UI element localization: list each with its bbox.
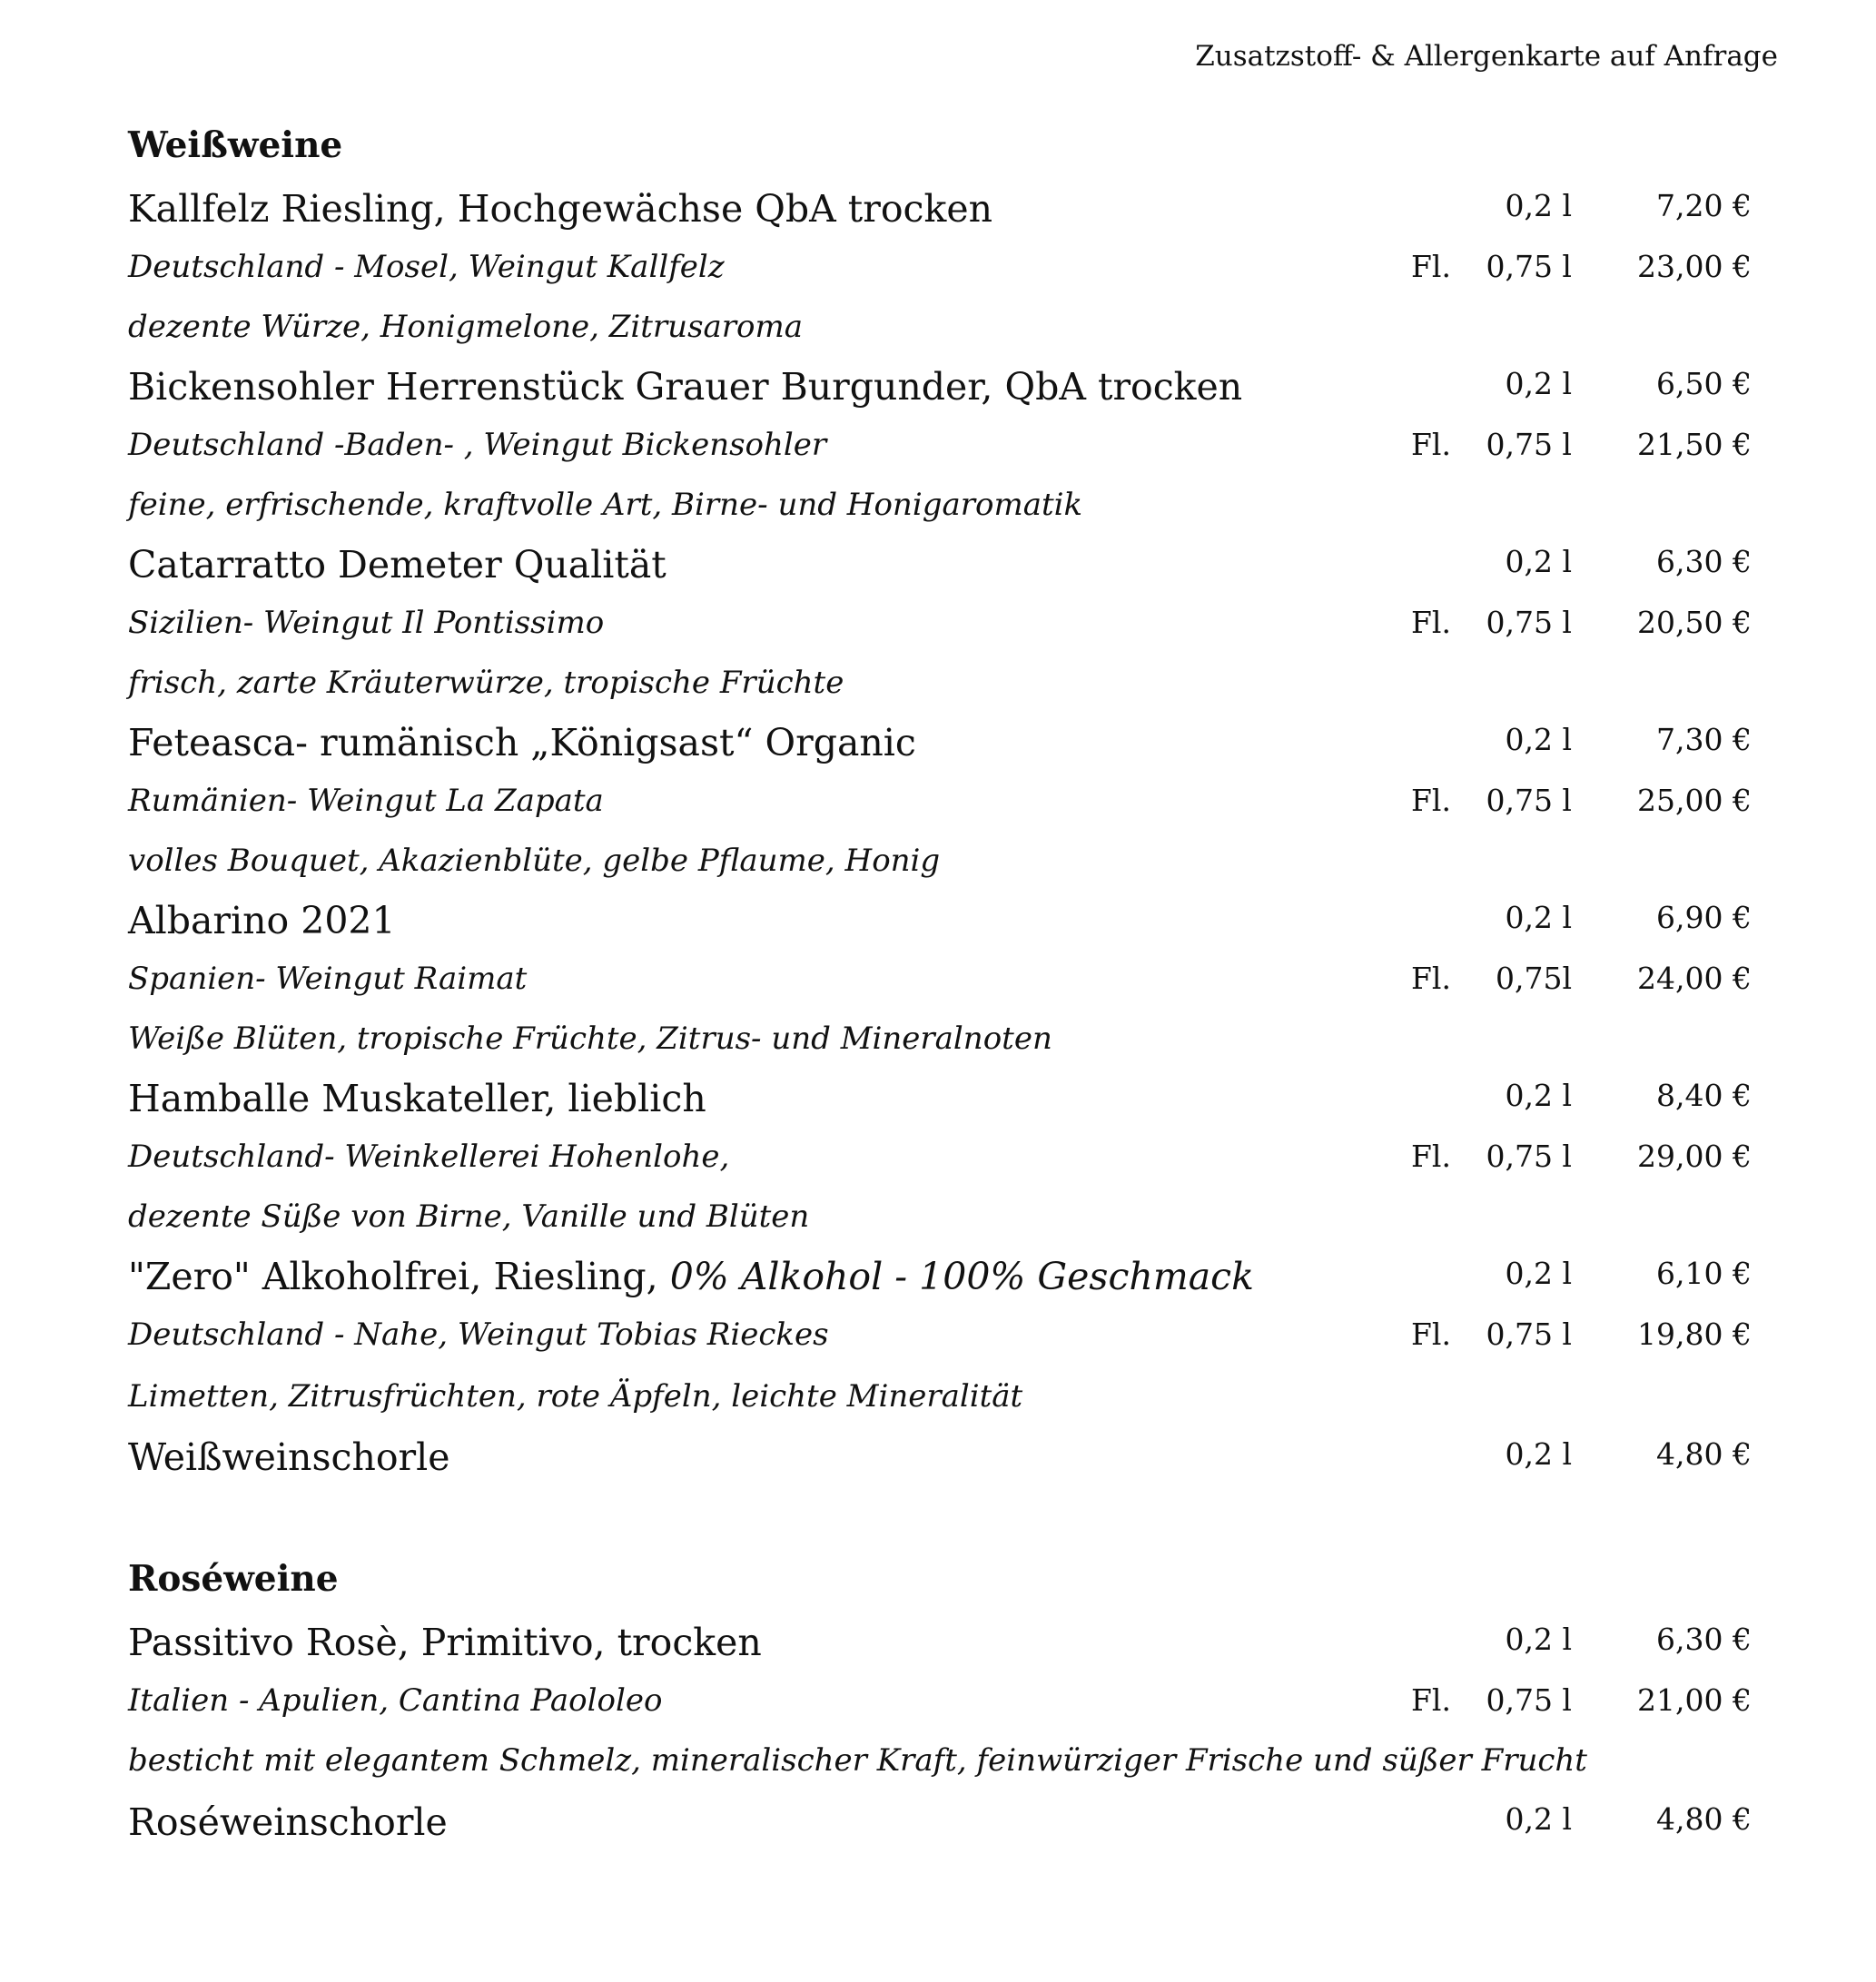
wine-origin-row — [128, 1315, 1762, 1369]
bottle-price: 19,80 € — [1637, 1316, 1752, 1352]
bottle-label: Fl. — [1411, 249, 1451, 284]
wine-notes: besticht mit elegantem Schmelz, mineralischer Kraft, feinwürziger Frische und süßer Frucht — [128, 1742, 1587, 1779]
wine-notes: Limetten, Zitrusfrüchten, rote Äpfeln, leichte Mineralität — [128, 1378, 1023, 1415]
bottle-label: Fl. — [1411, 1139, 1451, 1174]
bottle-volume: 0,75 l — [1486, 249, 1572, 284]
glass-volume: 0,2 l — [1505, 1256, 1572, 1291]
wine-name-row — [128, 720, 1762, 774]
glass-volume: 0,2 l — [1505, 900, 1572, 935]
wine-notes: Weiße Blüten, tropische Früchte, Zitrus- und Mineralnoten — [128, 1021, 1052, 1057]
wine-origin-row — [128, 781, 1762, 835]
wine-name-row — [128, 542, 1762, 597]
wine-name-row — [128, 364, 1762, 419]
glass-price: 8,40 € — [1656, 1078, 1752, 1113]
wine-origin-row — [128, 959, 1762, 1013]
wine-notes-row — [128, 1197, 1762, 1251]
wine-origin-row — [128, 1681, 1762, 1735]
glass-price: 6,30 € — [1656, 544, 1752, 579]
schorle-volume: 0,2 l — [1505, 1436, 1572, 1472]
wine-name-row — [128, 186, 1762, 241]
bottle-price: 29,00 € — [1637, 1139, 1752, 1174]
bottle-label: Fl. — [1411, 1316, 1451, 1352]
glass-price: 6,30 € — [1656, 1622, 1752, 1657]
wine-origin: Deutschland - Mosel, Weingut Kallfelz — [128, 249, 725, 285]
wine-origin-row — [128, 603, 1762, 657]
glass-price: 7,30 € — [1656, 722, 1752, 757]
bottle-volume: 0,75 l — [1486, 783, 1572, 818]
glass-volume: 0,2 l — [1505, 1078, 1572, 1113]
wine-notes-row — [128, 485, 1762, 539]
section-heading-rose: Roséweine — [128, 1558, 339, 1600]
wine-name: Passitivo Rosè, Primitivo, trocken — [128, 1621, 762, 1664]
wine-origin: Sizilien- Weingut Il Pontissimo — [128, 605, 605, 641]
section-heading-white: Weißweine — [128, 124, 343, 166]
wine-notes-row — [128, 1740, 1762, 1795]
schorle-price: 4,80 € — [1656, 1801, 1752, 1837]
wine-name: Bickensohler Herrenstück Grauer Burgunder, QbA trocken — [128, 365, 1243, 409]
wine-notes: feine, erfrischende, kraftvolle Art, Birne- und Honigaromatik — [128, 487, 1083, 523]
wine-name-main: "Zero" Alkoholfrei, Riesling, — [128, 1255, 658, 1298]
wine-name: Albarino 2021 — [128, 899, 396, 942]
bottle-volume: 0,75 l — [1486, 1316, 1572, 1352]
schorle-price: 4,80 € — [1656, 1436, 1752, 1472]
schorle-volume: 0,2 l — [1505, 1801, 1572, 1837]
bottle-volume: 0,75 l — [1486, 1682, 1572, 1718]
wine-notes: dezente Würze, Honigmelone, Zitrusaroma — [128, 309, 804, 345]
wine-origin: Deutschland -Baden- , Weingut Bickensohler — [128, 427, 827, 463]
bottle-price: 23,00 € — [1637, 249, 1752, 284]
wine-name: Hamballe Muskateller, lieblich — [128, 1077, 706, 1120]
bottle-volume: 0,75 l — [1486, 605, 1572, 640]
bottle-label: Fl. — [1411, 605, 1451, 640]
glass-volume: 0,2 l — [1505, 722, 1572, 757]
wine-name-row — [128, 1254, 1762, 1308]
bottle-label: Fl. — [1411, 783, 1451, 818]
bottle-volume: 0,75 l — [1486, 1139, 1572, 1174]
glass-volume: 0,2 l — [1505, 188, 1572, 223]
allergen-note: Zusatzstoff- & Allergenkarte auf Anfrage — [1195, 40, 1778, 73]
schorle-name: Weißweinschorle — [128, 1435, 450, 1479]
bottle-price: 24,00 € — [1637, 961, 1752, 996]
wine-origin: Rumänien- Weingut La Zapata — [128, 783, 604, 819]
wine-name-row — [128, 1076, 1762, 1130]
schorle-name: Roséweinschorle — [128, 1800, 448, 1844]
wine-origin: Deutschland- Weinkellerei Hohenlohe, — [128, 1139, 730, 1175]
schorle-row — [128, 1435, 1762, 1489]
glass-volume: 0,2 l — [1505, 366, 1572, 401]
wine-notes: volles Bouquet, Akazienblüte, gelbe Pflaume, Honig — [128, 843, 941, 879]
bottle-label: Fl. — [1411, 427, 1451, 462]
bottle-label: Fl. — [1411, 1682, 1451, 1718]
wine-origin-row — [128, 425, 1762, 479]
wine-name-row — [128, 898, 1762, 952]
bottle-price: 21,50 € — [1637, 427, 1752, 462]
glass-price: 6,10 € — [1656, 1256, 1752, 1291]
wine-notes-row — [128, 841, 1762, 895]
bottle-volume: 0,75l — [1495, 961, 1572, 996]
wine-notes: frisch, zarte Kräuterwürze, tropische Früchte — [128, 665, 844, 701]
wine-notes-row — [128, 663, 1762, 717]
wine-notes-row — [128, 307, 1762, 361]
wine-origin: Italien - Apulien, Cantina Paololeo — [128, 1682, 663, 1719]
wine-notes: dezente Süße von Birne, Vanille und Blüten — [128, 1198, 810, 1235]
wine-origin: Spanien- Weingut Raimat — [128, 961, 528, 997]
wine-name-suffix: 0% Alkohol - 100% Geschmack — [669, 1255, 1254, 1298]
wine-name — [128, 1254, 1254, 1299]
wine-notes-row — [128, 1019, 1762, 1073]
wine-origin-row — [128, 1137, 1762, 1191]
bottle-price: 25,00 € — [1637, 783, 1752, 818]
bottle-price: 21,00 € — [1637, 1682, 1752, 1718]
glass-volume: 0,2 l — [1505, 544, 1572, 579]
wine-name-row — [128, 1620, 1762, 1674]
wine-name: Kallfelz Riesling, Hochgewächse QbA trocken — [128, 187, 993, 231]
wine-origin: Deutschland - Nahe, Weingut Tobias Rieckes — [128, 1316, 829, 1353]
glass-price: 7,20 € — [1656, 188, 1752, 223]
glass-price: 6,90 € — [1656, 900, 1752, 935]
wine-name: Feteasca- rumänisch „Königsast“ Organic — [128, 721, 916, 764]
schorle-row — [128, 1800, 1762, 1854]
glass-price: 6,50 € — [1656, 366, 1752, 401]
wine-origin-row — [128, 247, 1762, 301]
wine-name: Catarratto Demeter Qualität — [128, 543, 666, 587]
glass-volume: 0,2 l — [1505, 1622, 1572, 1657]
bottle-price: 20,50 € — [1637, 605, 1752, 640]
wine-notes-row — [128, 1376, 1762, 1431]
bottle-label: Fl. — [1411, 961, 1451, 996]
bottle-volume: 0,75 l — [1486, 427, 1572, 462]
